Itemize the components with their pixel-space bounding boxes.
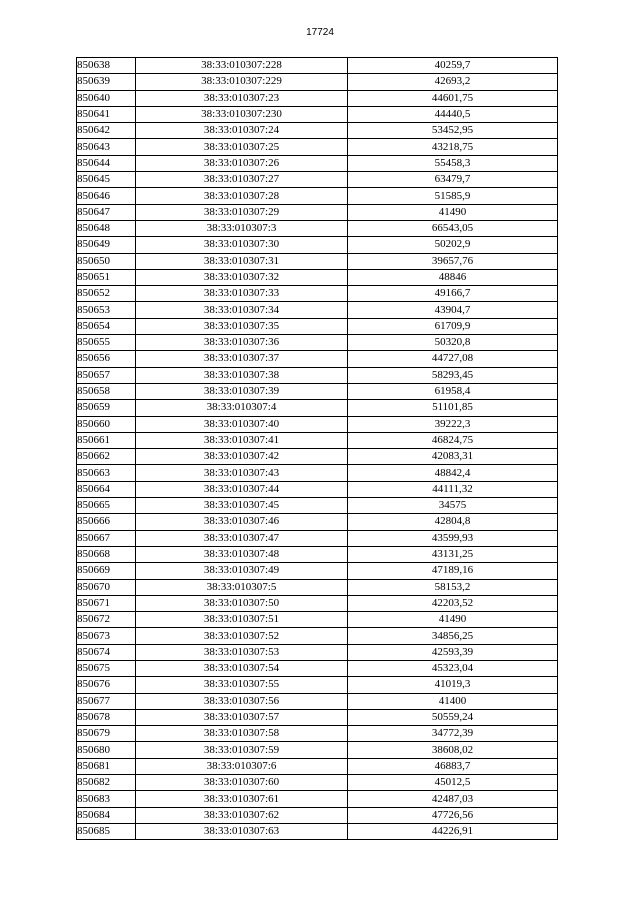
cadastral-number-cell: 38:33:010307:57 (136, 709, 348, 725)
record-number-cell: 850670 (77, 579, 136, 595)
cadastral-number-cell: 38:33:010307:24 (136, 123, 348, 139)
cadastral-number-cell: 38:33:010307:62 (136, 807, 348, 823)
cadastral-number-cell: 38:33:010307:43 (136, 465, 348, 481)
value-cell: 41490 (348, 612, 558, 628)
cadastral-number-cell: 38:33:010307:23 (136, 90, 348, 106)
record-number-cell: 850683 (77, 791, 136, 807)
record-number-cell: 850649 (77, 237, 136, 253)
cadastral-number-cell: 38:33:010307:36 (136, 335, 348, 351)
value-cell: 43904,7 (348, 302, 558, 318)
cadastral-number-cell: 38:33:010307:38 (136, 367, 348, 383)
table-row (77, 644, 558, 660)
cadastral-number-cell: 38:33:010307:33 (136, 286, 348, 302)
record-number-cell: 850666 (77, 514, 136, 530)
table-row (77, 465, 558, 481)
record-number-cell: 850646 (77, 188, 136, 204)
value-cell: 39222,3 (348, 416, 558, 432)
table-row (77, 237, 558, 253)
table-row (77, 74, 558, 90)
value-cell: 43218,75 (348, 139, 558, 155)
table-row (77, 188, 558, 204)
record-number-cell: 850638 (77, 58, 136, 74)
cadastral-number-cell: 38:33:010307:59 (136, 742, 348, 758)
record-number-cell: 850640 (77, 90, 136, 106)
cadastral-number-cell: 38:33:010307:53 (136, 644, 348, 660)
cadastral-number-cell: 38:33:010307:26 (136, 155, 348, 171)
value-cell: 34575 (348, 498, 558, 514)
table-row (77, 253, 558, 269)
value-cell: 44601,75 (348, 90, 558, 106)
cadastral-number-cell: 38:33:010307:30 (136, 237, 348, 253)
cadastral-number-cell: 38:33:010307:230 (136, 106, 348, 122)
table-row (77, 318, 558, 334)
records-table (76, 57, 558, 840)
value-cell: 48846 (348, 269, 558, 285)
table-row (77, 172, 558, 188)
record-number-cell: 850681 (77, 758, 136, 774)
table-row (77, 400, 558, 416)
table-row (77, 530, 558, 546)
record-number-cell: 850676 (77, 677, 136, 693)
record-number-cell: 850641 (77, 106, 136, 122)
table-row (77, 726, 558, 742)
value-cell: 42693,2 (348, 74, 558, 90)
record-number-cell: 850647 (77, 204, 136, 220)
cadastral-number-cell: 38:33:010307:60 (136, 775, 348, 791)
table-row (77, 139, 558, 155)
value-cell: 50559,24 (348, 709, 558, 725)
value-cell: 44226,91 (348, 823, 558, 839)
record-number-cell: 850657 (77, 367, 136, 383)
value-cell: 41400 (348, 693, 558, 709)
value-cell: 51101,85 (348, 400, 558, 416)
cadastral-number-cell: 38:33:010307:54 (136, 660, 348, 676)
table-row (77, 383, 558, 399)
table-row (77, 498, 558, 514)
record-number-cell: 850672 (77, 612, 136, 628)
record-number-cell: 850665 (77, 498, 136, 514)
record-number-cell: 850679 (77, 726, 136, 742)
value-cell: 42083,31 (348, 449, 558, 465)
record-number-cell: 850673 (77, 628, 136, 644)
record-number-cell: 850644 (77, 155, 136, 171)
table-row (77, 791, 558, 807)
table-row (77, 595, 558, 611)
record-number-cell: 850648 (77, 220, 136, 236)
value-cell: 50320,8 (348, 335, 558, 351)
table-row (77, 693, 558, 709)
record-number-cell: 850651 (77, 269, 136, 285)
value-cell: 39657,76 (348, 253, 558, 269)
cadastral-number-cell: 38:33:010307:63 (136, 823, 348, 839)
table-row (77, 220, 558, 236)
value-cell: 42593,39 (348, 644, 558, 660)
cadastral-number-cell: 38:33:010307:47 (136, 530, 348, 546)
value-cell: 45012,5 (348, 775, 558, 791)
record-number-cell: 850684 (77, 807, 136, 823)
table-row (77, 758, 558, 774)
table-row (77, 579, 558, 595)
table-row (77, 416, 558, 432)
value-cell: 42203,52 (348, 595, 558, 611)
value-cell: 48842,4 (348, 465, 558, 481)
cadastral-number-cell: 38:33:010307:34 (136, 302, 348, 318)
value-cell: 42487,03 (348, 791, 558, 807)
cadastral-number-cell: 38:33:010307:58 (136, 726, 348, 742)
table-row (77, 106, 558, 122)
record-number-cell: 850685 (77, 823, 136, 839)
table-row (77, 90, 558, 106)
cadastral-number-cell: 38:33:010307:37 (136, 351, 348, 367)
table-row (77, 514, 558, 530)
cadastral-number-cell: 38:33:010307:45 (136, 498, 348, 514)
value-cell: 44440,5 (348, 106, 558, 122)
value-cell: 41490 (348, 204, 558, 220)
table-row (77, 546, 558, 562)
record-number-cell: 850661 (77, 432, 136, 448)
record-number-cell: 850668 (77, 546, 136, 562)
record-number-cell: 850669 (77, 563, 136, 579)
table-row (77, 204, 558, 220)
table-row (77, 612, 558, 628)
cadastral-number-cell: 38:33:010307:4 (136, 400, 348, 416)
value-cell: 43599,93 (348, 530, 558, 546)
table-row (77, 58, 558, 74)
table-row (77, 286, 558, 302)
cadastral-number-cell: 38:33:010307:29 (136, 204, 348, 220)
value-cell: 49166,7 (348, 286, 558, 302)
record-number-cell: 850650 (77, 253, 136, 269)
table-row (77, 563, 558, 579)
cadastral-number-cell: 38:33:010307:229 (136, 74, 348, 90)
table-row (77, 351, 558, 367)
table-row (77, 481, 558, 497)
value-cell: 44111,32 (348, 481, 558, 497)
record-number-cell: 850674 (77, 644, 136, 660)
cadastral-number-cell: 38:33:010307:25 (136, 139, 348, 155)
cadastral-number-cell: 38:33:010307:42 (136, 449, 348, 465)
record-number-cell: 850675 (77, 660, 136, 676)
record-number-cell: 850664 (77, 481, 136, 497)
table-row (77, 742, 558, 758)
cadastral-number-cell: 38:33:010307:28 (136, 188, 348, 204)
record-number-cell: 850678 (77, 709, 136, 725)
table-row (77, 628, 558, 644)
value-cell: 40259,7 (348, 58, 558, 74)
record-number-cell: 850639 (77, 74, 136, 90)
cadastral-number-cell: 38:33:010307:39 (136, 383, 348, 399)
cadastral-number-cell: 38:33:010307:52 (136, 628, 348, 644)
record-number-cell: 850655 (77, 335, 136, 351)
value-cell: 51585,9 (348, 188, 558, 204)
value-cell: 38608,02 (348, 742, 558, 758)
cadastral-number-cell: 38:33:010307:46 (136, 514, 348, 530)
table-row (77, 807, 558, 823)
record-number-cell: 850663 (77, 465, 136, 481)
value-cell: 46883,7 (348, 758, 558, 774)
table-row (77, 823, 558, 839)
cadastral-number-cell: 38:33:010307:40 (136, 416, 348, 432)
record-number-cell: 850654 (77, 318, 136, 334)
table-row (77, 367, 558, 383)
cadastral-number-cell: 38:33:010307:31 (136, 253, 348, 269)
record-number-cell: 850680 (77, 742, 136, 758)
table-row (77, 677, 558, 693)
table-row (77, 302, 558, 318)
record-number-cell: 850677 (77, 693, 136, 709)
value-cell: 58153,2 (348, 579, 558, 595)
value-cell: 53452,95 (348, 123, 558, 139)
record-number-cell: 850656 (77, 351, 136, 367)
cadastral-number-cell: 38:33:010307:32 (136, 269, 348, 285)
cadastral-number-cell: 38:33:010307:44 (136, 481, 348, 497)
table-row (77, 269, 558, 285)
cadastral-number-cell: 38:33:010307:56 (136, 693, 348, 709)
record-number-cell: 850643 (77, 139, 136, 155)
value-cell: 43131,25 (348, 546, 558, 562)
record-number-cell: 850659 (77, 400, 136, 416)
value-cell: 55458,3 (348, 155, 558, 171)
table-row (77, 660, 558, 676)
value-cell: 45323,04 (348, 660, 558, 676)
cadastral-number-cell: 38:33:010307:5 (136, 579, 348, 595)
cadastral-number-cell: 38:33:010307:35 (136, 318, 348, 334)
cadastral-number-cell: 38:33:010307:3 (136, 220, 348, 236)
record-number-cell: 850662 (77, 449, 136, 465)
value-cell: 47189,16 (348, 563, 558, 579)
value-cell: 46824,75 (348, 432, 558, 448)
cadastral-number-cell: 38:33:010307:228 (136, 58, 348, 74)
record-number-cell: 850667 (77, 530, 136, 546)
value-cell: 42804,8 (348, 514, 558, 530)
record-number-cell: 850645 (77, 172, 136, 188)
table-row (77, 709, 558, 725)
value-cell: 34856,25 (348, 628, 558, 644)
value-cell: 58293,45 (348, 367, 558, 383)
record-number-cell: 850682 (77, 775, 136, 791)
record-number-cell: 850671 (77, 595, 136, 611)
cadastral-number-cell: 38:33:010307:48 (136, 546, 348, 562)
cadastral-number-cell: 38:33:010307:61 (136, 791, 348, 807)
record-number-cell: 850658 (77, 383, 136, 399)
value-cell: 63479,7 (348, 172, 558, 188)
cadastral-number-cell: 38:33:010307:51 (136, 612, 348, 628)
value-cell: 61709,9 (348, 318, 558, 334)
table-row (77, 432, 558, 448)
value-cell: 44727,08 (348, 351, 558, 367)
table-row (77, 335, 558, 351)
cadastral-number-cell: 38:33:010307:6 (136, 758, 348, 774)
value-cell: 47726,56 (348, 807, 558, 823)
value-cell: 41019,3 (348, 677, 558, 693)
cadastral-number-cell: 38:33:010307:41 (136, 432, 348, 448)
record-number-cell: 850653 (77, 302, 136, 318)
table-row (77, 155, 558, 171)
cadastral-number-cell: 38:33:010307:50 (136, 595, 348, 611)
records-table-body (77, 58, 558, 840)
value-cell: 66543,05 (348, 220, 558, 236)
table-row (77, 449, 558, 465)
table-row (77, 775, 558, 791)
record-number-cell: 850642 (77, 123, 136, 139)
cadastral-number-cell: 38:33:010307:49 (136, 563, 348, 579)
cadastral-number-cell: 38:33:010307:55 (136, 677, 348, 693)
record-number-cell: 850660 (77, 416, 136, 432)
record-number-cell: 850652 (77, 286, 136, 302)
value-cell: 34772,39 (348, 726, 558, 742)
cadastral-number-cell: 38:33:010307:27 (136, 172, 348, 188)
table-row (77, 123, 558, 139)
value-cell: 50202,9 (348, 237, 558, 253)
value-cell: 61958,4 (348, 383, 558, 399)
page-number: 17724 (306, 27, 334, 38)
